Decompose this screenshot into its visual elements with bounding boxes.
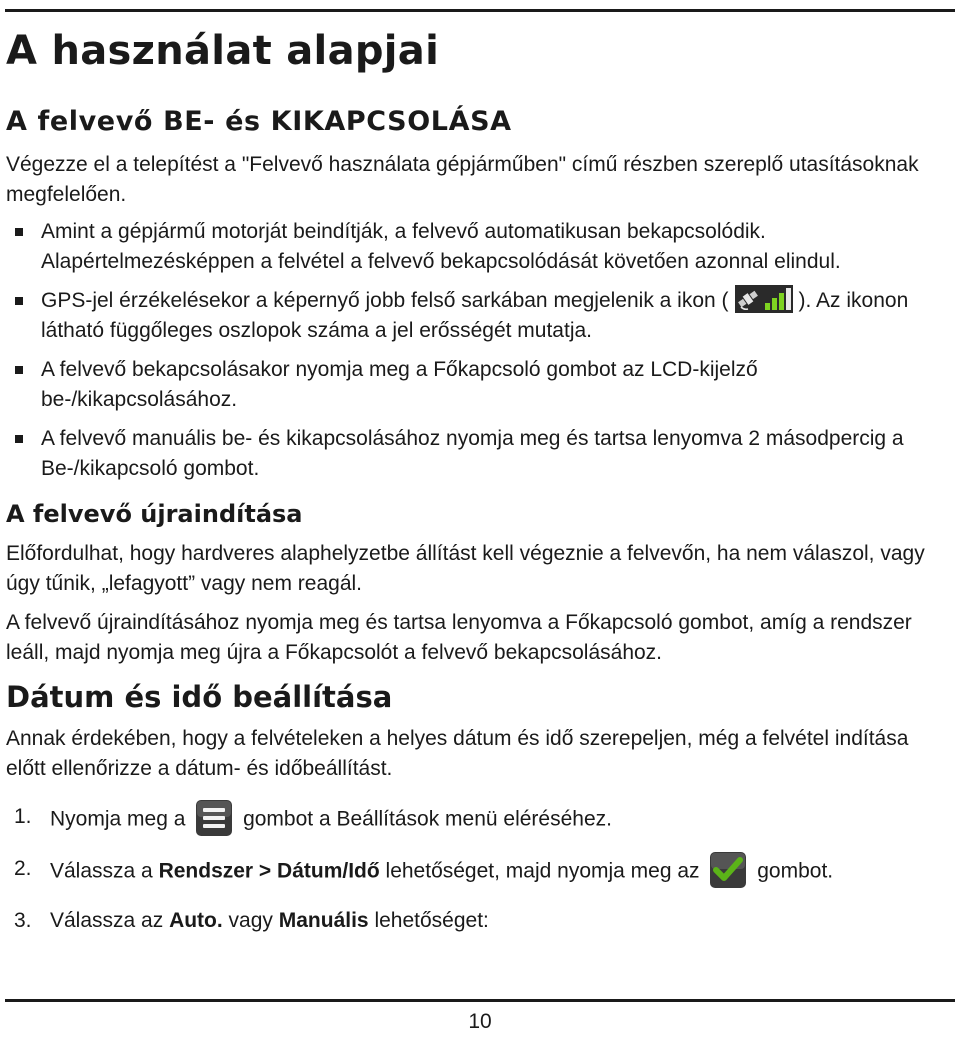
step-number: 3. [14,909,32,932]
step-text-post: gombot. [757,859,834,883]
bullet-text: A felvevő manuális be- és kikapcsolásához nyomja meg és tartsa lenyomva 2 másodpercig a Be-/kikapcsoló gombot. [41,427,904,480]
step-text-pre: Válassza az [50,909,170,932]
top-rule [5,9,955,12]
step-text-pre: Nyomja meg a [50,807,186,831]
page-content [6,18,941,951]
step-text-post: lehetőséget: [368,909,489,932]
step-bold-manual: Manuális [278,909,369,932]
step-text-pre: Válassza a [50,859,159,883]
page-number: 10 [468,1010,492,1033]
section-heading-power: A felvevő BE- és KIKAPCSOLÁSA [6,106,512,137]
menu-icon [195,799,233,837]
bullet-text: Amint a gépjármű motorját beindítják, a felvevő automatikusan bekapcsolódik. Alapértelmezésképpen a felvétel a felvevő bekapcsolódását követően azonnal elindul. [41,220,841,273]
bullet-square-icon [15,228,23,236]
checkmark-icon [709,851,747,889]
bullet-item [6,286,941,346]
power-intro: Végezze el a telepítést a "Felvevő használata gépjárműben" című részben szereplő utasításoknak megfelelően. [6,153,919,206]
step-item [6,905,941,937]
step-bold-datetime: Dátum/Idő [277,859,380,883]
bottom-rule [5,999,955,1002]
section-heading-datetime: Dátum és idő beállítása [6,680,393,714]
step-number: 2. [14,857,32,880]
datetime-step-list [6,801,941,937]
bullet-item [6,424,941,484]
step-text-mid: vagy [222,909,279,932]
datetime-intro: Annak érdekében, hogy a felvételeken a helyes dátum és idő szerepeljen, még a felvétel indítása előtt ellenőrizze a dátum- és időbeállítást. [6,727,909,780]
restart-paragraph-1: Előfordulhat, hogy hardveres alaphelyzetbe állítást kell végeznie a felvevőn, ha nem válaszol, vagy úgy tűnik, „lefagyott” vagy nem reagál. [6,542,925,595]
restart-paragraph-2: A felvevő újraindításához nyomja meg és tartsa lenyomva a Főkapcsoló gombot, amíg a rendszer leáll, majd nyomja meg újra a Főkapcsolót a felvevő bekapcsolásához. [6,611,912,664]
bullet-text-pre: GPS-jel érzékelésekor a képernyő jobb felső sarkában megjelenik a ikon ( [41,289,729,312]
page-title: A használat alapjai [6,28,440,74]
step-item [6,853,941,891]
step-bold-auto: Auto. [169,909,223,932]
bullet-square-icon [15,297,23,305]
step-number: 1. [14,805,32,828]
bullet-square-icon [15,366,23,374]
bullet-text-post: ). Az ikonon látható függőleges oszlopok száma a jel erősségét mutatja. [41,289,909,342]
step-item [6,801,941,839]
step-separator: > [253,859,278,883]
section-heading-restart: A felvevő újraindítása [6,500,303,528]
step-text-mid: lehetőséget, majd nyomja meg az [379,859,700,883]
step-bold-system: Rendszer [158,859,254,883]
step-text-post: gombot a Beállítások menü eléréséhez. [243,807,612,831]
gps-signal-icon [735,285,793,313]
bullet-item [6,355,941,415]
bullet-item [6,217,941,277]
power-bullet-list [6,217,941,484]
bullet-square-icon [15,435,23,443]
bullet-text: A felvevő bekapcsolásakor nyomja meg a Főkapcsoló gombot az LCD-kijelző be-/kikapcsolásához. [41,358,758,411]
